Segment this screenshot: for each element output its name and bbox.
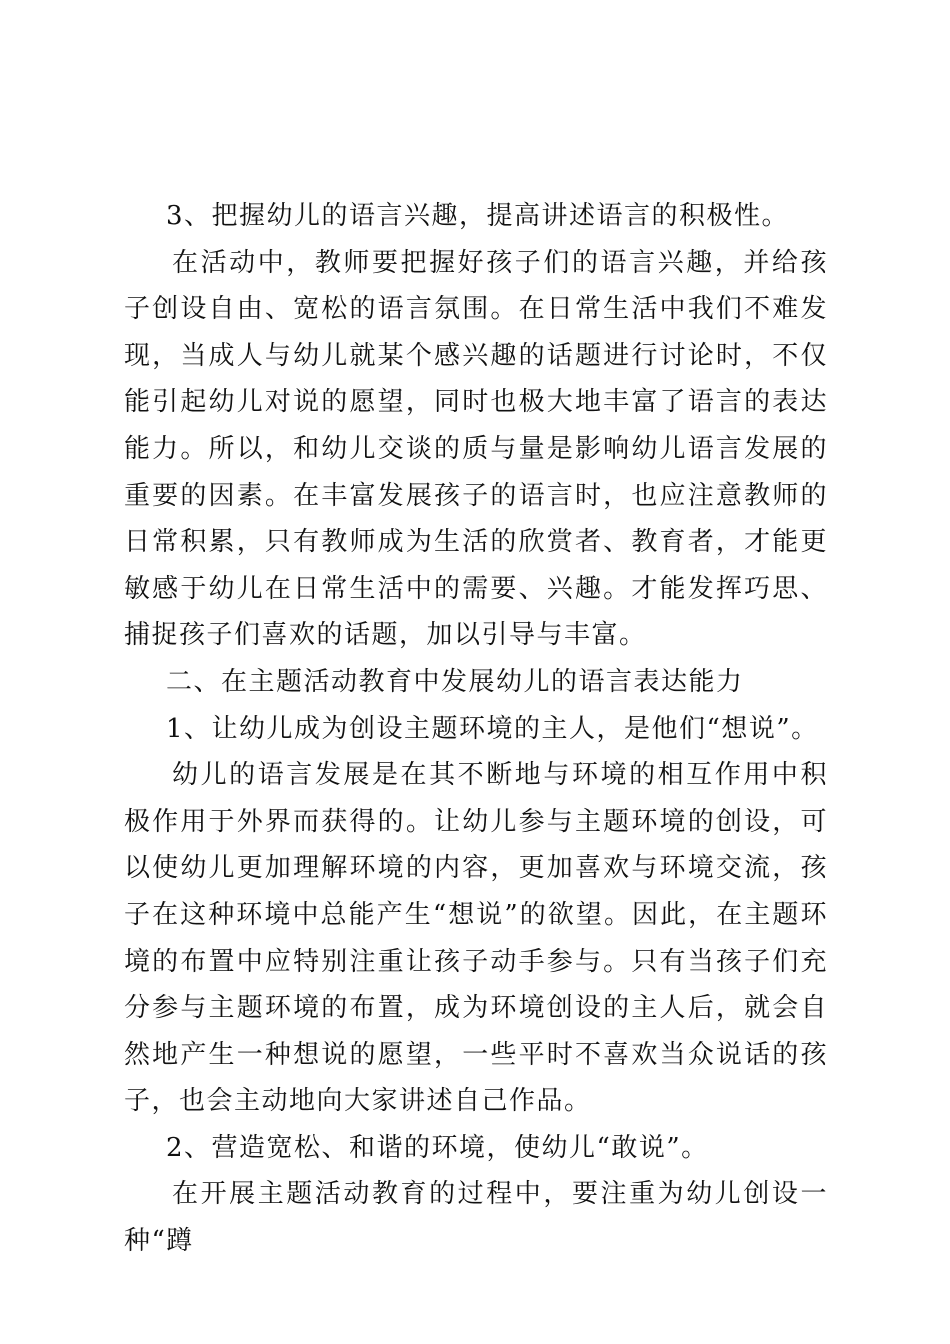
paragraph-want-to-speak: 幼儿的语言发展是在其不断地与环境的相互作用中积极作用于外界而获得的。让幼儿参与主题环境的创设，可以使幼儿更加理解环境的内容，更加喜欢与环境交流，孩子在这种环境中总能产生“想说”的欲望。因此，在主题环境的布置中应特别注重让孩子动手参与。只有当孩子们充分参与主题环境的布置，成为环境创设的主人后，就会自然地产生一种想说的愿望，一些平时不喜欢当众说话的孩子，也会主动地向大家讲述自己作品。 [124, 760, 828, 1117]
section-heading-dare-to-speak: 2、营造宽松、和谐的环境，使幼儿“敢说”。 [166, 1132, 709, 1163]
section-heading-language-interest: 3、把握幼儿的语言兴趣，提高讲述语言的积极性。 [166, 201, 790, 231]
section-heading-theme-activity: 二、在主题活动教育中发展幼儿的语言表达能力 [166, 666, 744, 697]
paragraph-language-interest: 在活动中，教师要把握好孩子们的语言兴趣，并给孩子创设自由、宽松的语言氛围。在日常生活中我们不难发现，当成人与幼儿就某个感兴趣的话题进行讨论时，不仅能引起幼儿对说的愿望，同时也极大地丰富了语言的表达能力。所以，和幼儿交谈的质与量是影响幼儿语言发展的重要的因素。在丰富发展孩子的语言时，也应注意教师的日常积累，只有教师成为生活的欣赏者、教育者，才能更敏感于幼儿在日常生活中的需要、兴趣。才能发挥巧思、捕捉孩子们喜欢的话题，加以引导与丰富。 [124, 247, 828, 651]
document-body [124, 193, 828, 1265]
paragraph-dare-to-speak: 在开展主题活动教育的过程中，要注重为幼儿创设一种“蹲 [124, 1179, 828, 1257]
section-heading-want-to-speak: 1、让幼儿成为创设主题环境的主人，是他们“想说”。 [166, 713, 819, 744]
